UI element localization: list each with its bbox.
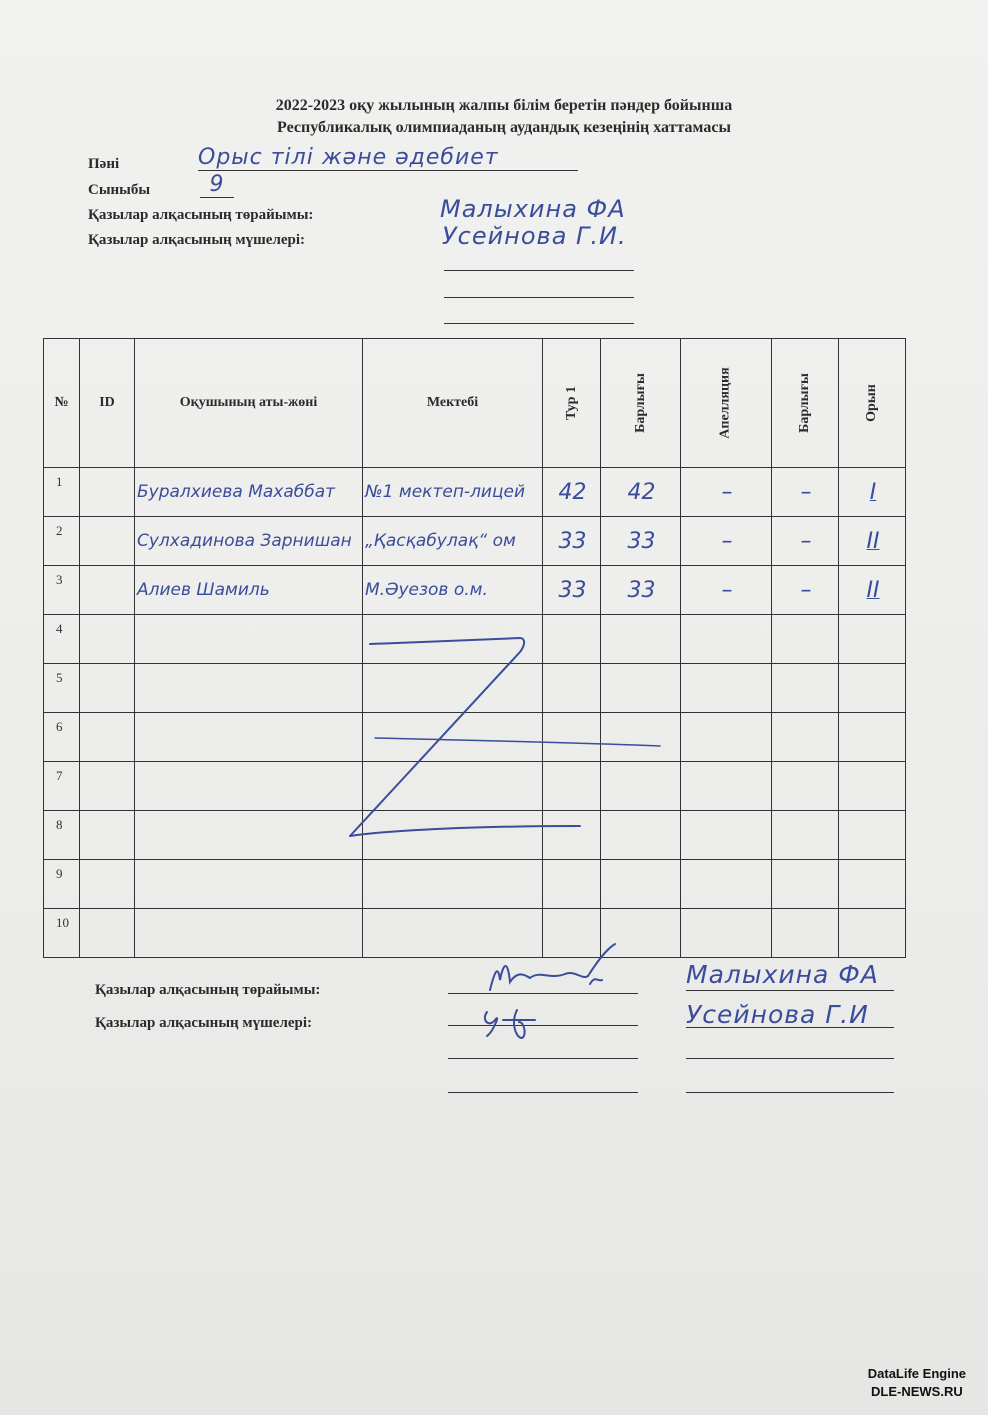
cell-appeal [681,860,772,909]
results-table [43,338,906,958]
cell-no: 8 [44,811,80,860]
subject-value: Орыс тілі және әдебиет [198,145,578,171]
cell-total [601,762,681,811]
cell-student-name [135,664,363,713]
col-header-total-label: Барлығы [632,373,648,433]
member-signature [475,1002,555,1042]
cell-id [80,713,135,762]
watermark-line-1: DataLife Engine [867,1366,966,1381]
cell-place: II [839,566,906,615]
footer-name-line-3 [686,1058,894,1059]
cell-no: 6 [44,713,80,762]
cell-no: 10 [44,909,80,958]
cell-tour1: 33 [543,517,601,566]
header-row [44,339,906,468]
cell-total2 [772,615,839,664]
col-header-total2 [772,339,839,468]
col-header-total2-label: Барлығы [797,373,812,433]
cell-school [363,615,543,664]
document-title [0,95,988,139]
chair-value: Малыхина ФА [440,195,626,223]
cell-total2 [772,713,839,762]
cell-school [363,811,543,860]
members-label: Қазылар алқасының мүшелері: [88,232,306,248]
cell-place [839,615,906,664]
watermark-line-2: DLE-NEWS.RU [871,1384,963,1399]
watermark [868,1365,966,1401]
cell-student-name [135,615,363,664]
cell-student-name [135,713,363,762]
cell-id [80,468,135,517]
cell-total2: – [772,517,839,566]
footer-signature-line-3 [448,1058,638,1059]
col-header-no: № [44,339,80,468]
subject-label: Пәні [88,156,120,172]
cell-appeal [681,811,772,860]
title-line-1: 2022-2023 оқу жылының жалпы білім беретін пәндер бойынша [275,97,733,114]
cell-total2: – [772,566,839,615]
col-header-place [839,339,906,468]
col-header-appeal-label: Апелляция [717,367,733,439]
cell-total2 [772,860,839,909]
col-header-id: ID [80,339,135,468]
cell-id [80,811,135,860]
cell-no: 5 [44,664,80,713]
col-header-tour1-label: Тур 1 [563,386,579,420]
members-value: Усейнова Г.И. [442,222,627,250]
col-header-school: Мектебі [363,339,543,468]
cell-no: 2 [44,517,80,566]
table-row [44,762,906,811]
footer-name-line-2 [686,1027,894,1028]
col-header-total [601,339,681,468]
cell-appeal [681,713,772,762]
cell-total [601,615,681,664]
cell-school [363,713,543,762]
cell-place [839,811,906,860]
cell-total [601,811,681,860]
cell-appeal [681,762,772,811]
cell-school [363,664,543,713]
cell-appeal [681,909,772,958]
cell-place [839,713,906,762]
cell-tour1: 42 [543,468,601,517]
cell-total2: – [772,468,839,517]
cell-tour1: 33 [543,566,601,615]
cell-total2 [772,811,839,860]
cell-appeal [681,615,772,664]
cell-appeal: – [681,566,772,615]
cell-total2 [772,909,839,958]
cell-id [80,517,135,566]
cell-student-name [135,860,363,909]
cell-place: I [839,468,906,517]
cell-total: 33 [601,517,681,566]
cell-appeal: – [681,468,772,517]
col-header-tour1 [543,339,601,468]
table-row [44,615,906,664]
cell-total: 42 [601,468,681,517]
cell-total: 33 [601,566,681,615]
cell-place [839,909,906,958]
footer-name-line-1 [686,990,894,991]
cell-id [80,860,135,909]
cell-student-name: Буралхиева Махаббат [135,468,363,517]
table-row [44,713,906,762]
table-row [44,468,906,517]
cell-student-name [135,811,363,860]
cell-no: 9 [44,860,80,909]
cell-tour1 [543,762,601,811]
chair-label: Қазылар алқасының төрайымы: [88,207,314,223]
cell-appeal: – [681,517,772,566]
cell-id [80,566,135,615]
cell-tour1 [543,811,601,860]
cell-school: №1 мектеп-лицей [363,468,543,517]
cell-student-name: Сулхадинова Зарнишан [135,517,363,566]
cell-student-name [135,762,363,811]
cell-tour1 [543,664,601,713]
col-header-name: Оқушының аты-жөні [135,339,363,468]
footer-member-name: Усейнова Г.И [686,1000,869,1029]
col-header-appeal [681,339,772,468]
cell-school: „Қасқабулақ“ ом [363,517,543,566]
member-line-3 [444,297,634,298]
footer-signature-line-4 [448,1092,638,1093]
grade-label: Сыныбы [88,182,151,198]
footer-chair-name: Малыхина ФА [686,960,879,989]
cell-student-name [135,909,363,958]
table-row [44,664,906,713]
cell-no: 4 [44,615,80,664]
cell-school: М.Әуезов о.м. [363,566,543,615]
cell-place [839,860,906,909]
footer-name-line-4 [686,1092,894,1093]
cell-place [839,664,906,713]
cell-id [80,762,135,811]
cell-school [363,860,543,909]
cell-id [80,664,135,713]
cell-tour1 [543,615,601,664]
cell-total2 [772,664,839,713]
cell-total [601,713,681,762]
footer-members-label: Қазылар алқасының мүшелері: [95,1015,313,1031]
cell-no: 1 [44,468,80,517]
cell-total [601,664,681,713]
cell-place [839,762,906,811]
cell-place: II [839,517,906,566]
cell-id [80,909,135,958]
title-line-2: Республикалық олимпиаданың аудандық кезеңінің хаттамасы [277,119,731,136]
col-header-place-label: Орын [864,384,879,422]
chair-signature [470,940,630,1000]
table-row [44,517,906,566]
cell-school [363,762,543,811]
cell-no: 7 [44,762,80,811]
cell-appeal [681,664,772,713]
cell-student-name: Алиев Шамиль [135,566,363,615]
cell-total2 [772,762,839,811]
table-row [44,811,906,860]
results-body [44,468,906,958]
cell-total [601,860,681,909]
grade-value: 9 [200,172,234,198]
member-line-4 [444,323,634,324]
cell-tour1 [543,860,601,909]
table-row [44,566,906,615]
cell-tour1 [543,713,601,762]
cell-no: 3 [44,566,80,615]
member-line-2 [444,270,634,271]
table-row [44,860,906,909]
footer-chair-label: Қазылар алқасының төрайымы: [95,982,321,998]
cell-id [80,615,135,664]
